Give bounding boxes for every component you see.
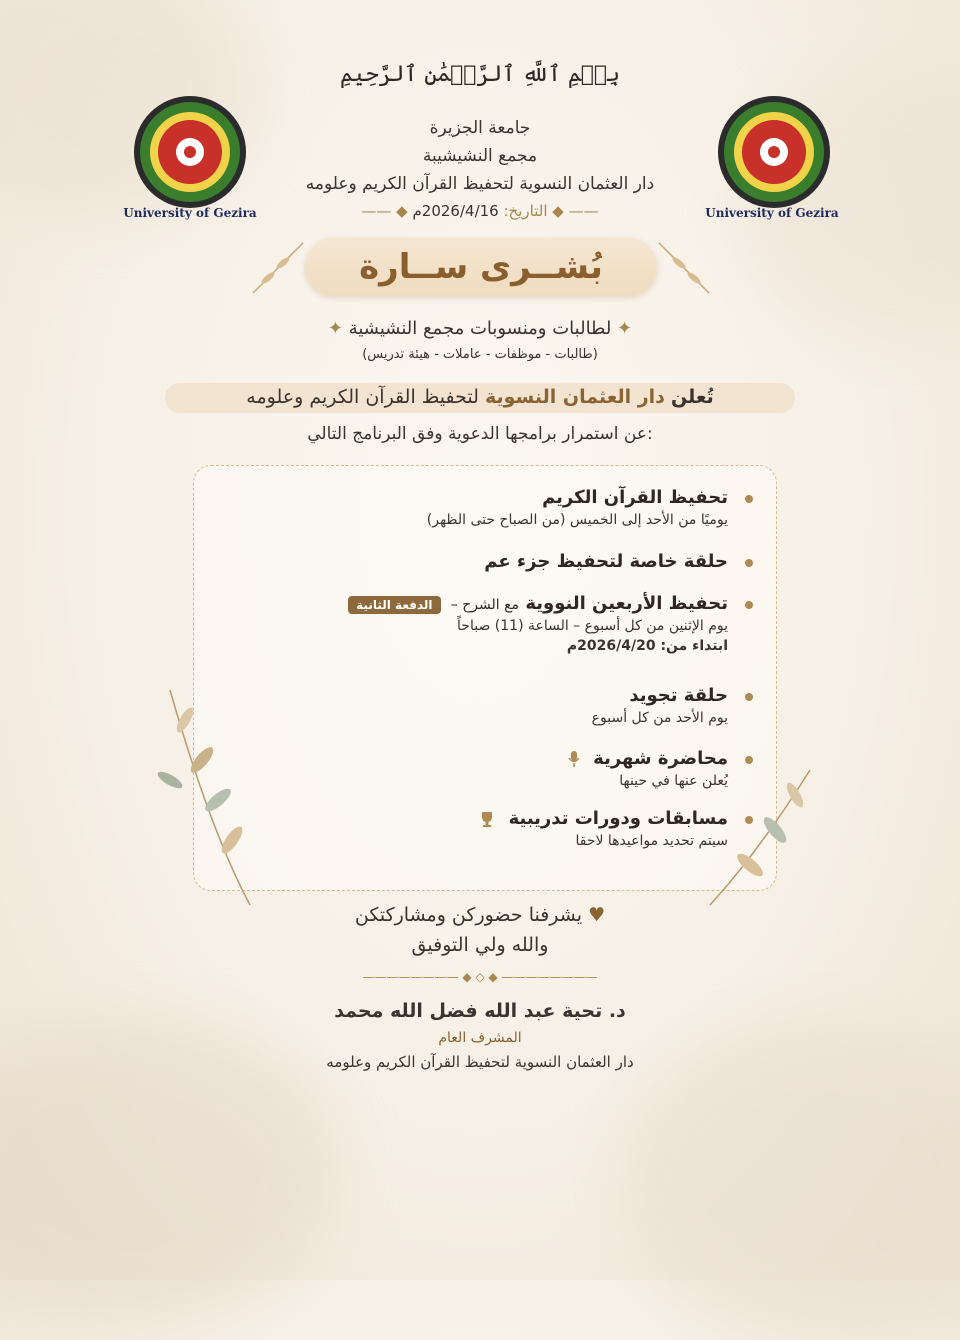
trophy-icon — [478, 810, 496, 828]
leaf-sprig-icon — [248, 238, 308, 298]
bullet — [745, 601, 753, 609]
closing-line1 — [0, 904, 960, 926]
signature-name: د. تحية عبد الله فضل الله محمد — [334, 1000, 626, 1022]
batch-badge: الدفعة الثانية — [348, 596, 440, 614]
microphone-icon — [567, 750, 581, 768]
announce-prefix: تُعلن — [670, 386, 714, 408]
signature-org: دار العثمان النسوية لتحفيظ القرآن الكريم وعلومه — [326, 1053, 634, 1071]
program-item-title: تحفيظ الأربعين النووية — [525, 593, 728, 614]
announce-org: دار العثمان النسوية — [484, 386, 665, 408]
leaf-branch-icon — [700, 760, 830, 910]
date-value: 2026/4/16م — [412, 202, 499, 220]
audience-line — [0, 318, 960, 339]
divider-ornament: ———————— ◆ ◇ ◆ ———————— — [362, 970, 598, 984]
program-item-title: مسابقات ودورات تدريبية — [508, 808, 728, 829]
program-item-detail: يوميًا من الأحد إلى الخميس (من الصباح حتى الظهر) — [426, 512, 728, 528]
audience-text: لطالبات ومنسوبات مجمع النشيشية — [348, 318, 612, 339]
program-item-title: تحفيظ القرآن الكريم — [542, 487, 728, 508]
main-title: بُشــرى ســارة — [305, 238, 657, 296]
sparkle-icon: ✦ — [611, 318, 633, 339]
basmala: بِسۡمِ ٱللَّهِ ٱلرَّحۡمَٰنِ ٱلرَّحِيمِ — [339, 62, 621, 87]
program-item — [484, 551, 728, 572]
date-line — [0, 202, 960, 220]
heart-icon: ♥ — [582, 904, 606, 926]
program-item-detail: يوم الأحد من كل أسبوع — [591, 710, 728, 726]
closing-line2: والله ولي التوفيق — [411, 934, 549, 956]
program-item-detail: يُعلن عنها في حينها — [619, 773, 728, 789]
announce-line — [0, 386, 960, 408]
leaf-branch-icon — [140, 680, 270, 910]
announce-suffix: لتحفيظ القرآن الكريم وعلومه — [246, 386, 479, 408]
divider-ornament: ◆ —— — [361, 202, 408, 220]
start-date: 2026/4/20م — [566, 638, 656, 654]
start-label: ابتداء من: — [660, 638, 728, 654]
program-item-title: محاضرة شهرية — [593, 748, 728, 769]
program-item-with: مع الشرح – — [450, 597, 520, 613]
audience-sub: (طالبات - موظفات - عاملات - هيئة تدريس) — [362, 347, 598, 362]
leaf-sprig-icon — [654, 238, 714, 298]
program-item — [427, 487, 728, 528]
signature-role: المشرف العام — [438, 1030, 522, 1046]
program-item-title-row — [348, 593, 728, 614]
program-item-title: حلقة تجويد — [629, 685, 728, 706]
program-item — [348, 593, 728, 654]
start-line — [348, 638, 728, 654]
closing-text: يشرفنا حضوركن ومشاركتكن — [354, 904, 583, 926]
announce-line2: عن استمرار برامجها الدعوية وفق البرنامج التالي: — [307, 424, 653, 444]
date-label: التاريخ: — [503, 202, 548, 220]
complex-name: مجمع النشيشيبة — [422, 146, 538, 166]
institution-name: دار العثمان النسوية لتحفيظ القرآن الكريم وعلومه — [305, 174, 655, 194]
university-name: جامعة الجزيرة — [429, 118, 531, 138]
program-item — [592, 685, 728, 726]
bullet — [745, 559, 753, 567]
bullet — [745, 495, 753, 503]
program-item-title-row — [478, 808, 728, 829]
divider-ornament: —— ◆ — [547, 202, 599, 220]
logo-caption-right: University of Gezira — [705, 206, 839, 220]
sparkle-icon: ✦ — [327, 318, 343, 339]
program-item-detail: يوم الإثنين من كل أسبوع – الساعة (11) صباحاً — [457, 618, 728, 634]
bullet — [745, 693, 753, 701]
logo-caption-left: University of Gezira — [123, 206, 257, 220]
program-item-detail: سيتم تحديد مواعيدها لاحقا — [575, 833, 728, 849]
program-item — [478, 808, 728, 849]
program-item-title: حلقة خاصة لتحفيظ جزء عم — [484, 551, 728, 572]
